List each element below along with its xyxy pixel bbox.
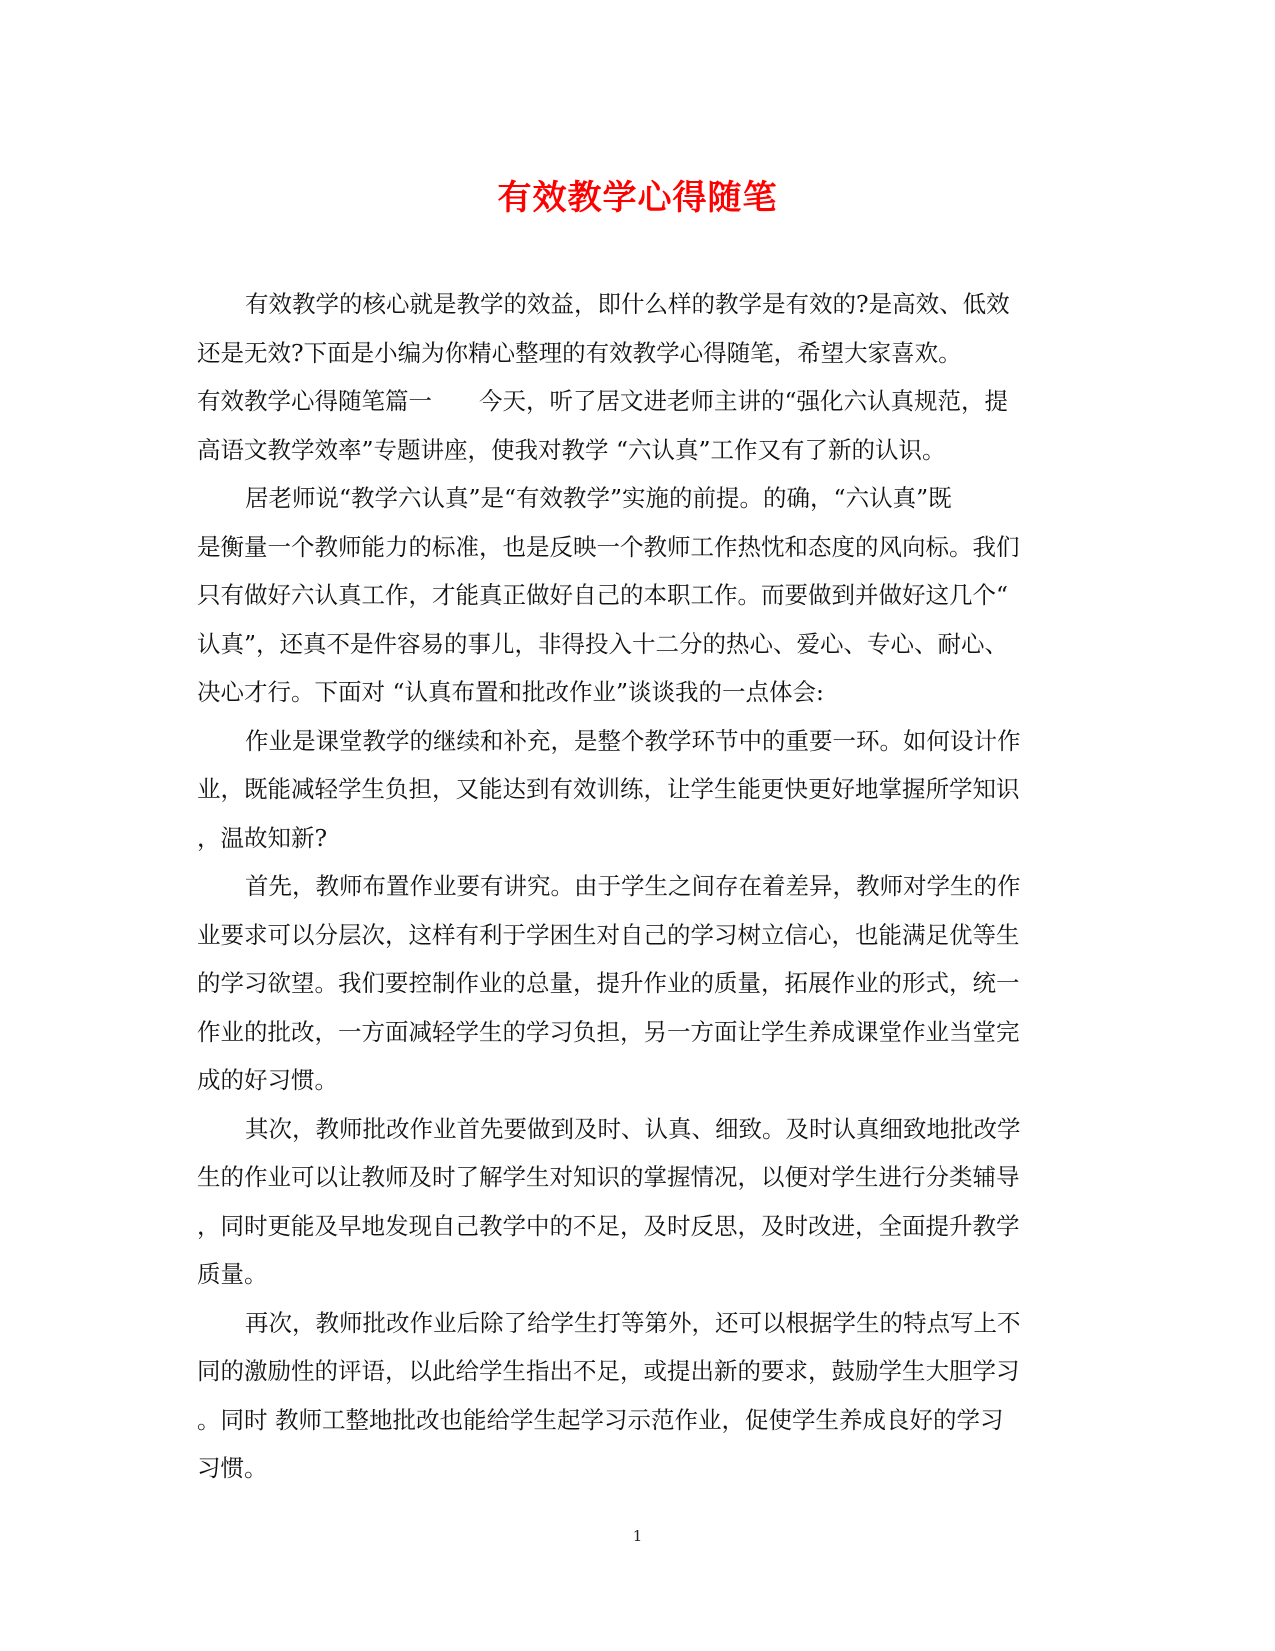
text-line: 认真”，还真不是件容易的事儿，非得投入十二分的热心、爱心、专心、耐心、 [197,629,1009,658]
text-line: 高语文教学效率”专题讲座，使我对教学 “六认真”工作又有了新的认识。 [197,435,946,464]
text-line: 业，既能减轻学生负担，又能达到有效训练，让学生能更快更好地掌握所学知识 [197,775,1020,803]
text-line: 居老师说“教学六认真”是“有效教学”实施的前提。的确，“六认真”既 [245,484,952,512]
document-body [197,280,1075,1493]
text-line: 还是无效?下面是小编为你精心整理的有效教学心得随笔，希望大家喜欢。 [197,338,962,367]
text-line: 首先，教师布置作业要有讲究。由于学生之间存在着差异，教师对学生的作 [245,872,1021,900]
text-line: ，同时更能及早地发现自己教学中的不足，及时反思，及时改进，全面提升教学 [197,1211,1020,1240]
text-line: 有效教学心得随笔篇一 今天，听了居文进老师主讲的“强化六认真规范，提 [197,387,1009,415]
text-line: 有效教学的核心就是教学的效益，即什么样的教学是有效的?是高效、低效 [245,290,1010,318]
text-line: 的学习欲望。我们要控制作业的总量，提升作业的质量，拓展作业的形式，统一 [197,969,1020,997]
text-line: ，温故知新? [197,823,328,852]
text-line: 再次，教师批改作业后除了给学生打等第外，还可以根据学生的特点写上不 [245,1308,1021,1337]
text-line: 作业是课堂教学的继续和补充，是整个教学环节中的重要一环。如何设计作 [245,726,1021,755]
text-line: 是衡量一个教师能力的标准，也是反映一个教师工作热忱和态度的风向标。我们 [197,532,1020,561]
text-line: 。同时 教师工整地批改也能给学生起学习示范作业，促使学生养成良好的学习 [197,1405,1004,1434]
text-line: 作业的批改，一方面减轻学生的学习负担，另一方面让学生养成课堂作业当堂完 [197,1017,1020,1046]
text-line: 成的好习惯。 [197,1066,338,1094]
text-line: 业要求可以分层次，这样有利于学困生对自己的学习树立信心，也能满足优等生 [197,920,1020,949]
text-line: 其次，教师批改作业首先要做到及时、认真、细致。及时认真细致地批改学 [245,1114,1021,1143]
text-line: 决心才行。下面对 “认真布置和批改作业”谈谈我的一点体会: [197,678,824,706]
text-line: 同的激励性的评语，以此给学生指出不足，或提出新的要求，鼓励学生大胆学习 [197,1357,1020,1385]
text-line: 质量。 [197,1260,268,1288]
text-line: 生的作业可以让教师及时了解学生对知识的掌握情况，以便对学生进行分类辅导 [197,1163,1020,1191]
page-number: 1 [632,1527,643,1545]
text-line: 习惯。 [197,1454,268,1482]
text-line: 只有做好六认真工作，才能真正做好自己的本职工作。而要做到并做好这几个“ [197,581,1009,609]
document-title: 有效教学心得随笔 [497,178,778,218]
